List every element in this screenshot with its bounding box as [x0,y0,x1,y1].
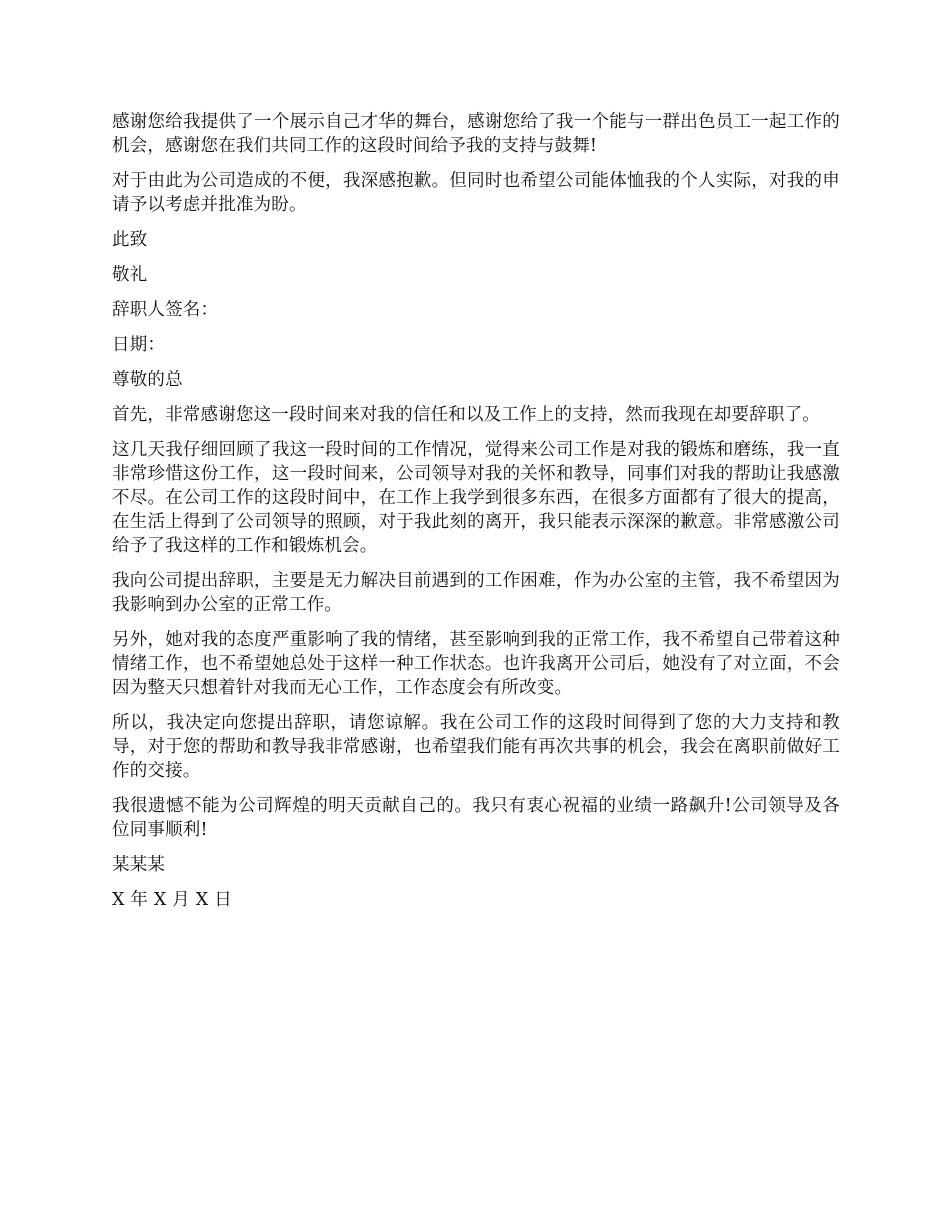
paragraph-conflict: 另外，她对我的态度严重影响了我的情绪，甚至影响到我的正常工作，我不希望自己带着这种情绪工作，也不希望她总处于这样一种工作状态。也许我离开公司后，她没有了对立面，不会因为整天只想着针对我而无心工作，工作态度会有所改变。 [112,630,840,698]
paragraph-intro: 首先，非常感谢您这一段时间来对我的信任和以及工作上的支持，然而我现在却要辞职了。 [112,405,820,425]
sign-date: X 年 X 月 X 日 [112,890,232,910]
date-line: 日期： [112,335,166,355]
paragraph-wishes: 我很遗憾不能为公司辉煌的明天贡献自己的。我只有衷心祝福的业绩一路飙升!公司领导及各位同事顺利! [112,796,840,840]
paragraph-decision: 所以，我决定向您提出辞职，请您谅解。我在公司工作的这段时间得到了您的大力支持和教导，对于您的帮助和教导我非常感谢，也希望我们能有再次共事的机会，我会在离职前做好工作的交接。 [112,713,840,781]
paragraph-reason: 我向公司提出辞职，主要是无力解决目前遇到的工作困难，作为办公室的主管，我不希望因为我影响到办公室的正常工作。 [112,571,840,615]
paragraph-review: 这几天我仔细回顾了我这一段时间的工作情况，觉得来公司工作是对我的锻炼和磨练，我一直非常珍惜这份工作，这一段时间来，公司领导对我的关怀和教导，同事们对我的帮助让我感激不尽。在公司工作的这段时间中，在工作上我学到很多东西，在很多方面都有了很大的提高，在生活上得到了公司领导的照顾，对于我此刻的离开，我只能表示深深的歉意。非常感激公司给予了我这样的工作和锻炼机会。 [112,440,840,556]
document-body [112,110,840,923]
signer-name: 某某某 [112,855,166,875]
signature-line: 辞职人签名： [112,300,219,320]
greeting: 尊敬的总 [112,370,183,390]
closing-salutation: 此致 [112,230,148,250]
paragraph-thanks: 感谢您给我提供了一个展示自己才华的舞台，感谢您给了我一个能与一群出色员工一起工作的机会，感谢您在我们共同工作的这段时间给予我的支持与鼓舞! [112,112,840,156]
closing-regards: 敬礼 [112,265,148,285]
paragraph-apology: 对于由此为公司造成的不便，我深感抱歉。但同时也希望公司能体恤我的个人实际，对我的申请予以考虑并批准为盼。 [112,171,840,215]
